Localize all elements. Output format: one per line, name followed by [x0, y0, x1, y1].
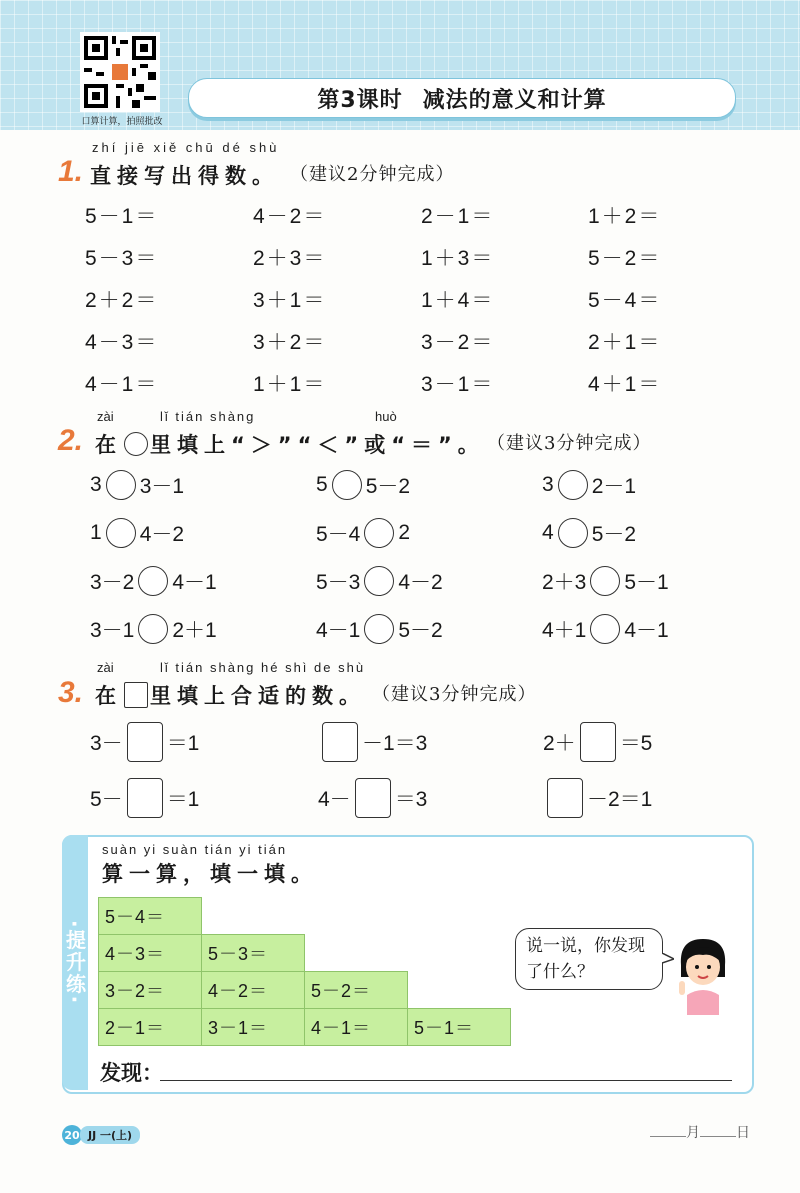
q1-number: 1.: [58, 155, 84, 188]
q1-equation: 2＋2＝: [85, 289, 159, 312]
q2-left-expr: 3: [90, 473, 102, 496]
extension-side-text: ·提升练·: [62, 919, 87, 1006]
answer-box[interactable]: [127, 722, 163, 762]
q2-number: 2.: [58, 424, 84, 457]
q2-comparison: [542, 470, 636, 500]
q1-equation: 1＋4＝: [421, 289, 495, 312]
q1-equation: 4＋1＝: [588, 373, 662, 396]
q3-prefix: 5－: [90, 788, 123, 811]
q2-right-expr: 4－1: [172, 571, 217, 594]
footer-badge: [62, 1125, 140, 1145]
q1-pinyin: zhí jiē xiě chū dé shù: [92, 140, 280, 155]
staircase-cell[interactable]: 4－2＝: [201, 971, 305, 1009]
staircase-cell[interactable]: 4－3＝: [98, 934, 202, 972]
q3-prefix: 3－: [90, 732, 123, 755]
staircase-cell[interactable]: 5－3＝: [201, 934, 305, 972]
q2-comparison: [316, 518, 410, 548]
q3-suffix: －1＝3: [362, 732, 428, 755]
q2-text-b: 里填上“＞”“＜”或“＝”。: [150, 433, 485, 457]
q2-comparison: [542, 518, 636, 548]
q3-equation: [543, 778, 652, 818]
q3-instruction: [95, 680, 366, 710]
comparison-answer-circle[interactable]: [364, 518, 394, 548]
q2-comparison: [316, 614, 443, 644]
q2-right-expr: 2－1: [591, 475, 637, 498]
page-number: 20: [62, 1125, 82, 1145]
q3-suffix: ＝1: [166, 732, 200, 755]
q2-comparison: [90, 518, 184, 548]
q2-left-expr: 5－4: [316, 523, 361, 546]
q2-left-expr: 3: [542, 473, 554, 496]
lesson-number: 第3课时: [317, 87, 403, 113]
q1-equation: 1＋3＝: [421, 247, 495, 270]
q3-prefix: 4－: [318, 788, 351, 811]
q3-prefix: 2＋: [543, 732, 576, 755]
q3-pinyin-rest: lǐ tián shàng hé shì de shù: [160, 660, 366, 675]
staircase-cell[interactable]: 3－1＝: [201, 1008, 305, 1046]
box-symbol-icon: [124, 682, 148, 708]
q2-right-expr: 3－1: [139, 475, 185, 498]
comparison-answer-circle[interactable]: [364, 566, 394, 596]
qr-code-icon[interactable]: [80, 32, 160, 112]
q2-comparison: [90, 614, 217, 644]
day-blank[interactable]: [700, 1136, 736, 1137]
q3-text-b: 里填上合适的数。: [150, 684, 366, 708]
q3-text-a: 在: [95, 684, 122, 708]
extension-instruction: 算一算，填一填。: [102, 862, 318, 886]
q2-right-expr: 5－1: [624, 571, 669, 594]
q1-hint: （建议2分钟完成）: [290, 164, 455, 185]
answer-box[interactable]: [355, 778, 391, 818]
qr-caption: 口算计算，拍照批改: [81, 117, 163, 127]
answer-box[interactable]: [322, 722, 358, 762]
comparison-answer-circle[interactable]: [558, 518, 588, 548]
comparison-answer-circle[interactable]: [590, 566, 620, 596]
q1-equation: 5－4＝: [588, 289, 662, 312]
q3-equation: [543, 722, 652, 762]
q2-pinyin-zai: zài: [97, 409, 114, 424]
q2-left-expr: 2＋3: [542, 571, 587, 594]
q2-left-expr: 5: [316, 473, 328, 496]
staircase-cell[interactable]: 4－1＝: [304, 1008, 408, 1046]
staircase-cell[interactable]: 3－2＝: [98, 971, 202, 1009]
q1-instruction: 直接写出得数。: [90, 164, 279, 188]
q2-comparison: [90, 566, 217, 596]
discover-answer-line[interactable]: [160, 1080, 732, 1081]
q3-pinyin-zai: zài: [97, 660, 114, 675]
q1-equation: 3－1＝: [421, 373, 495, 396]
q1-equation: 4－1＝: [85, 373, 159, 396]
q1-equation: 5－3＝: [85, 247, 159, 270]
speech-bubble-tail-icon: [662, 950, 672, 962]
staircase-cell[interactable]: 5－1＝: [407, 1008, 511, 1046]
answer-box[interactable]: [580, 722, 616, 762]
grade-label: JJ 一(上): [80, 1126, 140, 1144]
q1-equation: 1＋1＝: [253, 373, 327, 396]
q1-equation: 2＋1＝: [588, 331, 662, 354]
q3-suffix: ＝1: [166, 788, 200, 811]
answer-box[interactable]: [127, 778, 163, 818]
q2-pinyin-huo: huò: [375, 409, 397, 424]
q2-right-expr: 2: [398, 521, 411, 544]
q3-suffix: ＝3: [394, 788, 428, 811]
q2-left-expr: 4: [542, 521, 554, 544]
q1-equation: 3＋2＝: [253, 331, 327, 354]
q2-left-expr: 1: [90, 521, 102, 544]
q3-equation: [90, 778, 199, 818]
q2-comparison: [90, 470, 184, 500]
comparison-answer-circle[interactable]: [590, 614, 620, 644]
q2-left-expr: 4－1: [316, 619, 361, 642]
q2-hint: （建议3分钟完成）: [487, 433, 652, 454]
q3-hint: （建议3分钟完成）: [372, 684, 537, 705]
q3-equation: [318, 722, 427, 762]
q1-equation: 1＋2＝: [588, 205, 662, 228]
q1-equation: 5－1＝: [85, 205, 159, 228]
q2-instruction: [95, 429, 485, 459]
comparison-answer-circle[interactable]: [558, 470, 588, 500]
q2-right-expr: 4－2: [398, 571, 443, 594]
staircase-cell[interactable]: 5－4＝: [98, 897, 202, 935]
q2-comparison: [316, 470, 410, 500]
comparison-answer-circle[interactable]: [106, 518, 136, 548]
month-label: 月: [686, 1125, 700, 1141]
q1-equation: 4－3＝: [85, 331, 159, 354]
comparison-answer-circle[interactable]: [138, 614, 168, 644]
comparison-answer-circle[interactable]: [332, 470, 362, 500]
extension-side-label: [62, 835, 88, 1090]
q1-equation: 3＋1＝: [253, 289, 327, 312]
q1-equation: 4－2＝: [253, 205, 327, 228]
q3-equation: [90, 722, 199, 762]
q2-left-expr: 5－3: [316, 571, 361, 594]
q2-left-expr: 3－2: [90, 571, 135, 594]
q2-right-expr: 4－1: [624, 619, 669, 642]
q2-left-expr: 3－1: [90, 619, 135, 642]
q2-comparison: [542, 614, 669, 644]
staircase-cell[interactable]: 5－2＝: [304, 971, 408, 1009]
discover-label: 发现：: [100, 1061, 163, 1085]
staircase-cell[interactable]: 2－1＝: [98, 1008, 202, 1046]
q1-equation: 2－1＝: [421, 205, 495, 228]
page-title: [188, 78, 736, 118]
speech-bubble: 说一说，你发现了什么？: [515, 928, 663, 990]
girl-avatar-icon: [675, 935, 730, 1019]
q2-right-expr: 5－2: [591, 523, 637, 546]
lesson-title: 减法的意义和计算: [422, 87, 607, 113]
comparison-answer-circle[interactable]: [364, 614, 394, 644]
q3-suffix: －2＝1: [587, 788, 653, 811]
comparison-answer-circle[interactable]: [138, 566, 168, 596]
answer-box[interactable]: [547, 778, 583, 818]
q2-comparison: [316, 566, 443, 596]
date-field: [650, 1122, 750, 1142]
q2-right-expr: 5－2: [365, 475, 411, 498]
extension-pinyin: suàn yi suàn tián yi tián: [102, 842, 288, 857]
day-label: 日: [736, 1125, 750, 1141]
q3-suffix: ＝5: [619, 732, 653, 755]
circle-symbol-icon: [124, 432, 148, 456]
q2-comparison: [542, 566, 669, 596]
q3-equation: [318, 778, 427, 818]
q3-number: 3.: [58, 676, 84, 709]
q1-equation: 5－2＝: [588, 247, 662, 270]
q2-pinyin-tianshang: lǐ tián shàng: [160, 409, 256, 424]
q2-text-a: 在: [95, 433, 122, 457]
month-blank[interactable]: [650, 1136, 686, 1137]
q1-equation: 2＋3＝: [253, 247, 327, 270]
q2-left-expr: 4＋1: [542, 619, 587, 642]
q2-right-expr: 2＋1: [172, 619, 217, 642]
comparison-answer-circle[interactable]: [106, 470, 136, 500]
q2-right-expr: 4－2: [139, 523, 185, 546]
q2-right-expr: 5－2: [398, 619, 443, 642]
q1-equation: 3－2＝: [421, 331, 495, 354]
